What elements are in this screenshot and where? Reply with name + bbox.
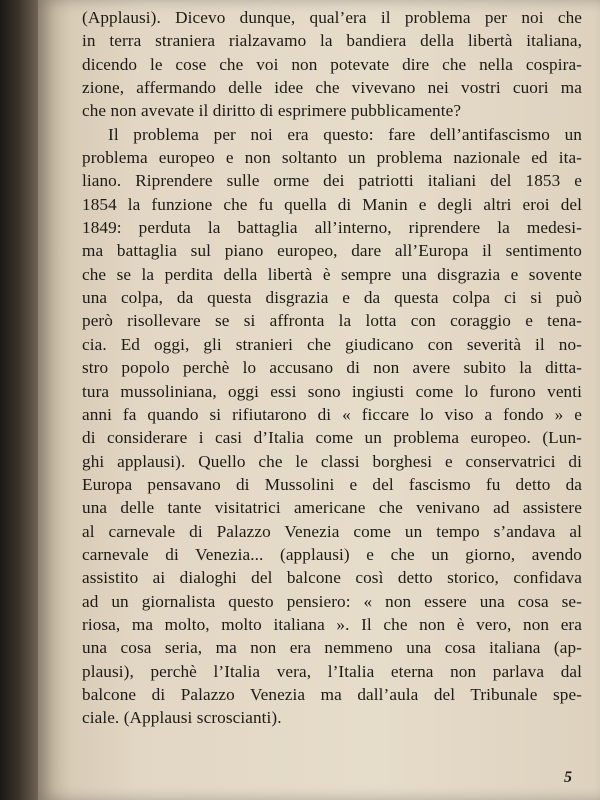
text-line: zione, affermando delle idee che vivevano nei vostri cuori ma [82,78,582,98]
book-page [38,0,600,800]
text-line: però risollevare se si affronta la lotta con coraggio e tena- [82,311,582,331]
text-line: stro popolo perchè lo accusano di non avere subito la ditta- [82,358,582,378]
text-line: cia. Ed oggi, gli stranieri che giudicano con severità il no- [82,334,582,354]
text-line: balcone di Palazzo Venezia ma dall’aula del Tribunale spe- [82,684,582,704]
text-line: ciale. (Applausi scroscianti). [82,708,282,728]
text-line: anni fa quando si rifiutarono di « ficcare lo viso a fondo » e [82,404,582,424]
text-line: di considerare i casi d’Italia come un problema europeo. (Lun- [82,428,582,448]
text-line: liano. Riprendere sulle orme dei patriotti italiani del 1853 e [82,171,582,191]
text-line: ghi applausi). Quello che le classi borghesi e conservatrici di [82,451,582,471]
text-line: (Applausi). Dicevo dunque, qual’era il problema per noi che [82,8,582,27]
text-line: 1849: perduta la battaglia all’interno, riprendere la medesi- [82,218,582,238]
text-line: assistito ai dialoghi del balcone così detto storico, confidava [82,568,582,588]
page-number: 5 [564,769,572,786]
text-line: in terra straniera rialzavamo la bandiera della libertà italiana, [82,31,582,51]
text-line: plausi), perchè l’Italia vera, l’Italia eterna non parlava dal [82,661,582,681]
text-line: dicendo le cose che voi non potevate dire che nella cospira- [82,54,582,74]
text-line: 1854 la funzione che fu quella di Manin e degli altri eroi del [82,194,582,214]
text-line: una cosa seria, ma non era nemmeno una cosa italiana (ap- [82,638,582,658]
text-line: ad un giornalista questo pensiero: « non essere una cosa se- [82,591,582,611]
page-text-block [82,6,582,730]
text-line: che se la perdita della libertà è sempre una disgrazia e sovente [82,264,582,284]
text-line: ma battaglia sul piano europeo, dare all’Europa il sentimento [82,241,582,261]
text-line: che non avevate il diritto di esprimere pubblicamente? [82,101,462,121]
text-line: al carnevale di Palazzo Venezia come un tempo s’andava al [82,521,582,541]
text-line: riosa, ma molto, molto italiana ». Il che non è vero, non era [82,614,582,634]
text-line: problema europeo e non soltanto un problema nazionale ed ita- [82,148,582,168]
text-line: una delle tante visitatrici americane che venivano ad assistere [82,498,582,518]
paragraph-start-line: Il problema per noi era questo: fare dell’antifascismo un [108,124,582,144]
text-line: una colpa, da questa disgrazia e da questa colpa ci si può [82,288,582,308]
text-line: tura mussoliniana, oggi essi sono ingiusti come lo furono venti [82,381,582,401]
text-line: carnevale di Venezia... (applausi) e che un giorno, avendo [82,544,582,564]
text-line: Europa pensavano di Mussolini e del fascismo fu detto da [82,474,582,494]
